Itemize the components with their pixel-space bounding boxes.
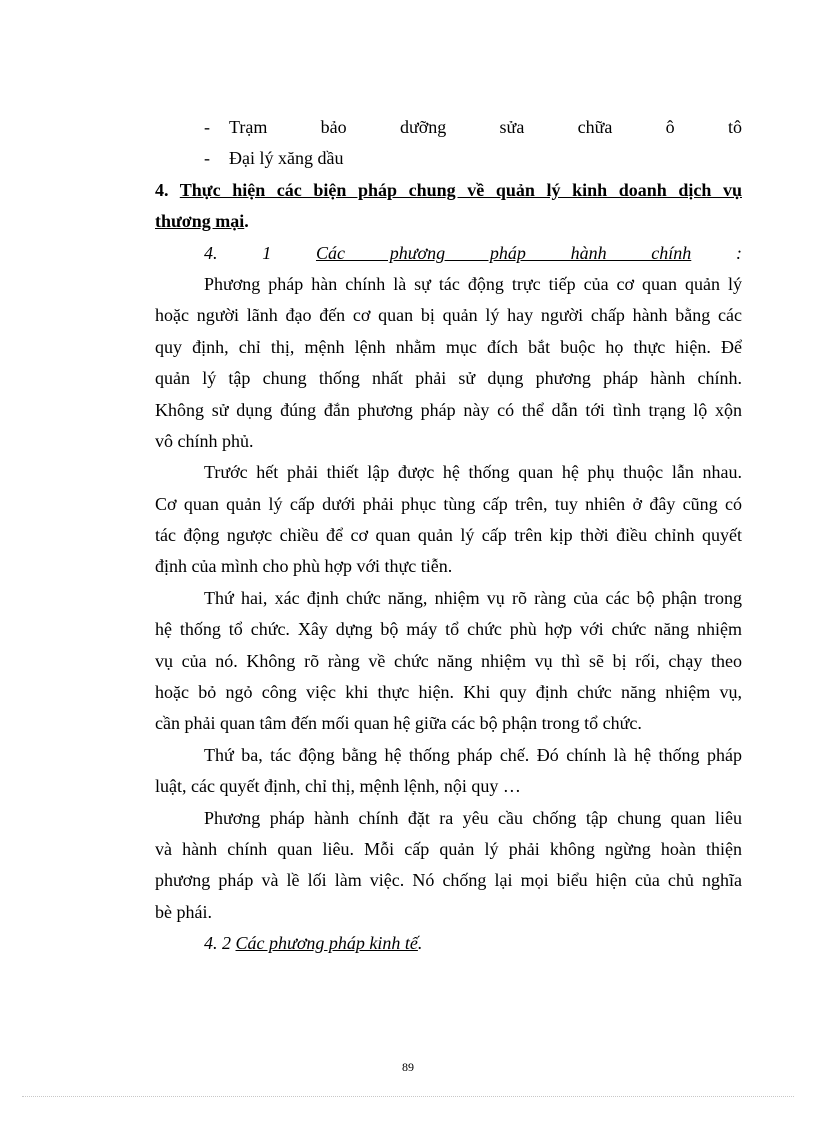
paragraph-line: định của mình cho phù hợp với thực tiễn. — [155, 556, 453, 577]
subsection-heading-4-2 — [155, 928, 742, 959]
paragraph-line: hoặc bỏ ngỏ công việc khi thực hiện. Khi quy định chức năng nhiệm vụ, — [155, 682, 742, 703]
paragraph-line: và hành chính quan liêu. Mỗi cấp quản lý phải không ngừng hoàn thiện — [155, 838, 742, 859]
paragraph-line: bè phái. — [155, 901, 212, 922]
bullet-dash: - — [204, 148, 210, 169]
subsection-heading-4-1 — [155, 238, 742, 269]
section-title-end: . — [244, 211, 249, 232]
section-title-cont: thương mại — [155, 211, 245, 232]
subsection-title: Các phương pháp kinh tế — [235, 933, 418, 954]
paragraph-line: Phương pháp hành chính đặt ra yêu cầu chống tập chung quan liêu — [204, 807, 742, 828]
subsection-title-end: . — [417, 933, 423, 954]
paragraph-line: vô chính phủ. — [155, 430, 254, 451]
subsection-number: 4. 2 — [204, 933, 231, 954]
list-item — [155, 112, 742, 143]
section-heading-line-2 — [155, 206, 742, 237]
paragraph-line: tác động ngược chiều để cơ quan quản lý cấp trên kịp thời điều chỉnh quyết — [155, 525, 742, 546]
paragraph-line: hoặc người lãnh đạo đến cơ quan bị quản lý hay người chấp hành bằng các — [155, 305, 742, 326]
page-boundary-divider — [22, 1096, 794, 1097]
paragraph-line: luật, các quyết định, chỉ thị, mệnh lệnh, nội quy … — [155, 776, 521, 797]
paragraph-line: Thứ hai, xác định chức năng, nhiệm vụ rõ ràng của các bộ phận trong — [204, 587, 742, 608]
page-number: 89 — [402, 1060, 414, 1074]
paragraph-line: quản lý tập chung thống nhất phải sử dụng phương pháp hành chính. — [155, 368, 742, 389]
paragraph-line: Không sử dụng đúng đắn phương pháp này có thể dẫn tới tình trạng lộ xộn — [155, 399, 742, 420]
subsection-title: Các phương pháp hành chính — [315, 242, 692, 263]
section-number: 4. — [155, 179, 169, 200]
paragraph-line: quy định, chỉ thị, mệnh lệnh nhằm mục đích bắt buộc họ thực hiện. Để — [155, 336, 742, 357]
list-item — [155, 143, 742, 174]
subsection-colon: : — [736, 242, 743, 263]
paragraph-line: cần phải quan tâm đến mối quan hệ giữa các bộ phận trong tổ chức. — [155, 713, 642, 734]
paragraph-line: Thứ ba, tác động bằng hệ thống pháp chế. Đó chính là hệ thống pháp — [204, 744, 742, 765]
section-title: Thực hiện các biện pháp chung về quản lý kinh doanh dịch vụ — [179, 179, 742, 200]
paragraph-line: vụ của nó. Không rõ ràng về chức năng nhiệm vụ thì sẽ bị rối, chạy theo — [155, 650, 742, 671]
paragraph-line: Trước hết phải thiết lập được hệ thống quan hệ phụ thuộc lẫn nhau. — [204, 462, 742, 483]
paragraph-line: Phương pháp hàn chính là sự tác động trực tiếp của cơ quan quản lý — [204, 273, 742, 294]
paragraph-line: hệ thống tổ chức. Xây dựng bộ máy tổ chức phù hợp với chức năng nhiệm — [155, 619, 742, 640]
section-heading-line-1 — [155, 175, 742, 206]
page-content — [155, 112, 742, 960]
paragraph-line: phương pháp và lề lối làm việc. Nó chống lại mọi biểu hiện của chủ nghĩa — [155, 870, 742, 891]
list-item-text: Đại lý xăng dầu — [229, 148, 344, 169]
list-item-text: Trạm bảo dưỡng sửa chữa ô tô — [229, 117, 742, 137]
bullet-dash: - — [204, 117, 210, 137]
paragraph-line: Cơ quan quản lý cấp dưới phải phục tùng cấp trên, tuy nhiên ở đây cũng có — [155, 493, 742, 514]
subsection-number: 4. 1 — [204, 242, 272, 263]
